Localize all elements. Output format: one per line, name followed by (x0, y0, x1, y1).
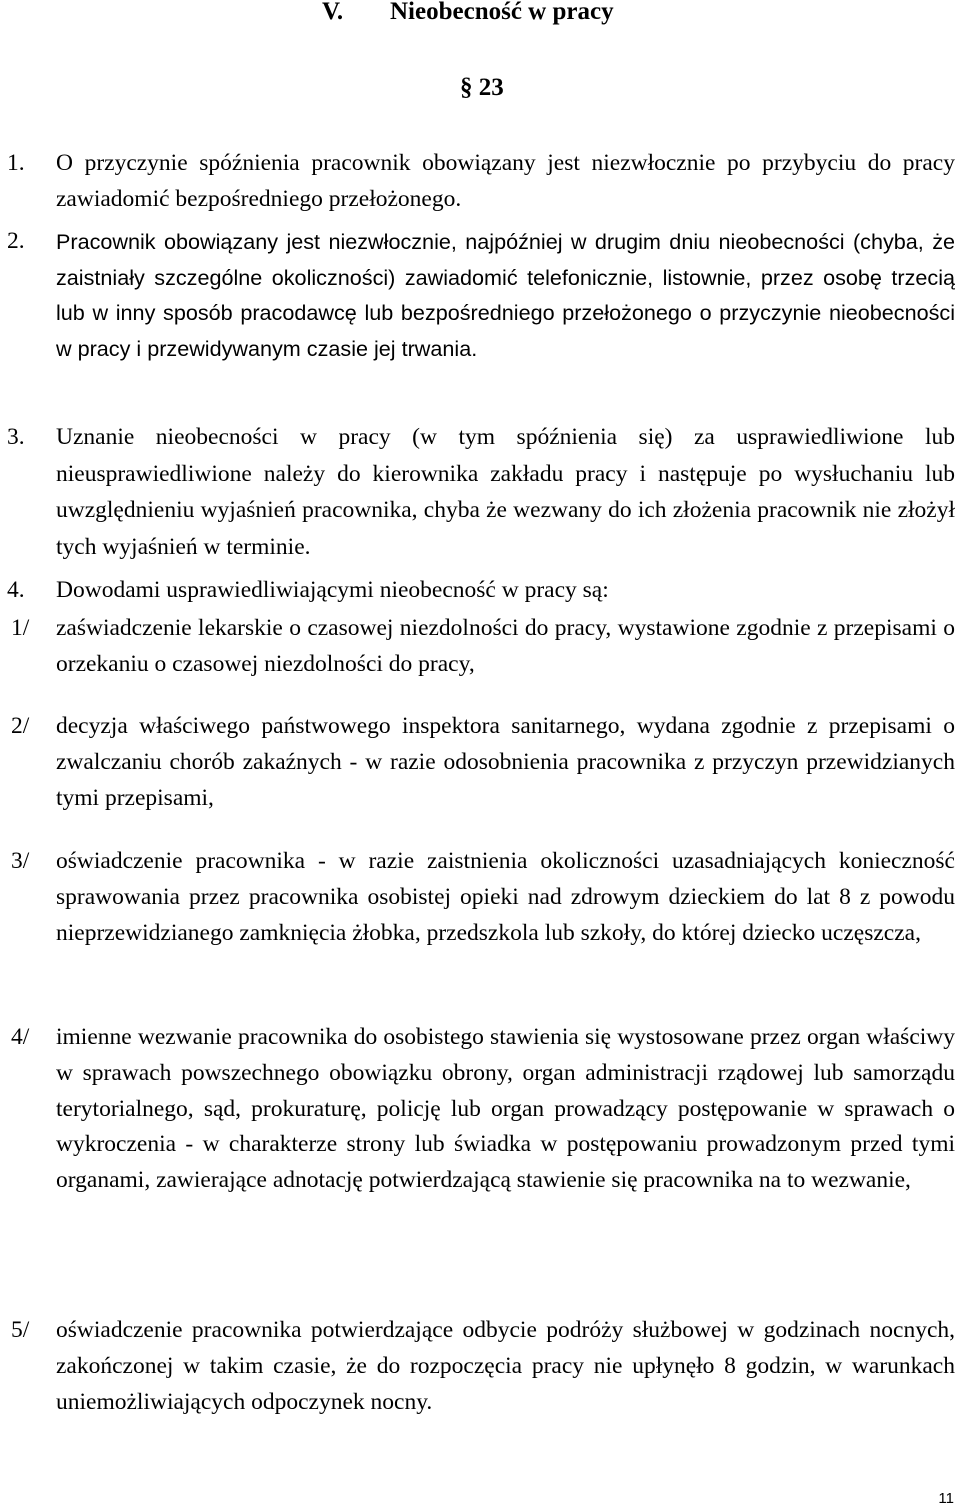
paragraph-2 (7, 224, 955, 366)
section-number: § 23 (460, 74, 504, 101)
list-item-text: oświadczenie pracownika potwierdzające odbycie podróży służbowej w godzinach nocnych, zakończonej w takim czasie, że do rozpoczęcia pracy nie upłynęło 8 godzin, w warunkach uniemożliwiających odpoczynek nocny. (56, 1317, 955, 1415)
paragraph-3 (7, 419, 955, 565)
list-item-number: 2/ (11, 713, 30, 739)
list-item-4 (11, 1020, 955, 1199)
paragraph-4 (7, 573, 955, 609)
chapter-heading (322, 0, 614, 30)
list-item-text: oświadczenie pracownika - w razie zaistnienia okoliczności uzasadniających konieczność sprawowania przez pracownika osobistej opieki nad zdrowym dzieckiem do lat 8 z powodu nieprzewidzianego zamknięcia żłobka, przedszkola lub szkoły, do której dziecko uczęszcza, (56, 848, 955, 946)
paragraph-text: Pracownik obowiązany jest niezwłocznie, najpóźniej w drugim dniu nieobecności (chyba, że zaistniały szczególne okoliczności) zawiadomić telefonicznie, listownie, przez osobę trzecią lub w inny sposób pracodawcę lub bezpośredniego przełożonego o przyczynie nieobecności w pracy i przewidywanym czasie jej trwania. (56, 229, 955, 361)
list-item-number: 4/ (11, 1024, 30, 1050)
list-item-3 (11, 844, 955, 951)
list-item-number: 5/ (11, 1317, 30, 1343)
list-item-5 (11, 1313, 955, 1420)
paragraph-number: 4. (7, 577, 25, 603)
paragraph-number: 2. (7, 228, 25, 254)
list-item-1 (11, 611, 955, 683)
paragraph-text: O przyczynie spóźnienia pracownik obowiązany jest niezwłocznie po przybyciu do pracy zawiadomić bezpośredniego przełożonego. (56, 150, 955, 212)
list-item-text: decyzja właściwego państwowego inspektora sanitarnego, wydana zgodnie z przepisami o zwalczaniu chorób zakaźnych - w razie odosobnienia pracownika z przyczyn przewidzianych tymi przepisami, (56, 713, 955, 811)
list-item-number: 1/ (11, 615, 30, 641)
chapter-title: Nieobecność w pracy (390, 0, 614, 25)
list-item-2 (11, 709, 955, 816)
page-number: 11 (938, 1490, 954, 1507)
list-item-text: zaświadczenie lekarskie o czasowej niezdolności do pracy, wystawione zgodnie z przepisami o orzekaniu o czasowej niezdolności do pracy, (56, 615, 955, 677)
paragraph-text: Uznanie nieobecności w pracy (w tym spóźnienia się) za usprawiedliwione lub nieusprawiedliwione należy do kierownika zakładu pracy i następuje po wysłuchaniu lub uwzględnieniu wyjaśnień pracownika, chyba że wezwany do ich złożenia pracownik nie złożył tych wyjaśnień w terminie. (56, 424, 955, 560)
chapter-number: V. (322, 0, 344, 25)
list-item-number: 3/ (11, 848, 30, 874)
paragraph-text: Dowodami usprawiedliwiającymi nieobecność w pracy są: (56, 577, 609, 603)
paragraph-1 (7, 146, 955, 218)
paragraph-number: 1. (7, 150, 25, 176)
paragraph-number: 3. (7, 424, 25, 450)
list-item-text: imienne wezwanie pracownika do osobistego stawienia się wystosowane przez organ właściwy w sprawach powszechnego obowiązku obrony, organ administracji rządowej lub samorządu terytorialnego, sąd, prokuraturę, policję lub organ prowadzący postępowanie w sprawach o wykroczenia - w charakterze strony lub świadka w postępowaniu prowadzonym przed tymi organami, zawierające adnotację potwierdzającą stawienie się pracownika na to wezwanie, (56, 1024, 955, 1194)
